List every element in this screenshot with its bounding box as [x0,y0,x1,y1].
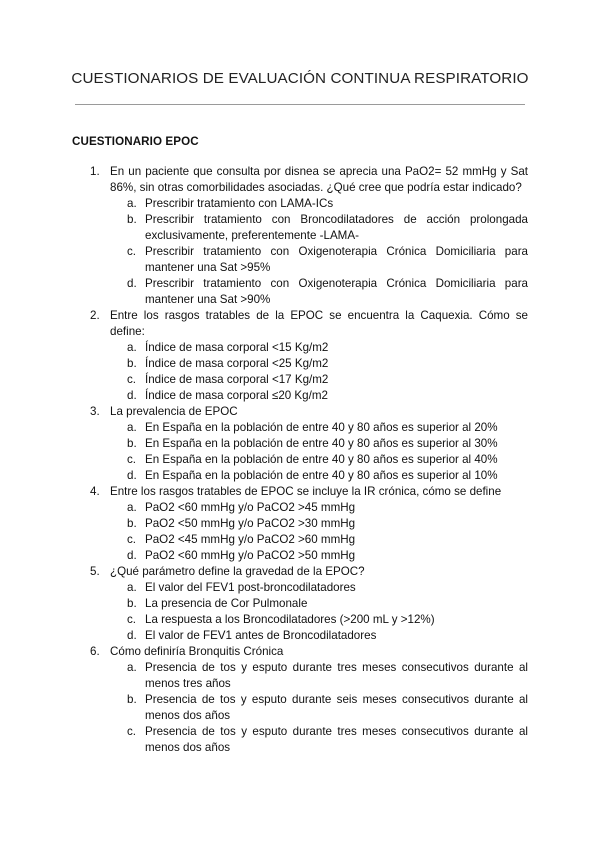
question-item [0,308,600,340]
option-letter: a. [127,197,137,210]
option-letter: b. [127,597,137,610]
answer-option [0,340,600,356]
option-letter: a. [127,421,137,434]
option-letter: d. [127,549,137,562]
option-letter: a. [127,581,137,594]
option-letter: c. [127,613,137,626]
option-text: Presencia de tos y esputo durante tres meses consecutivos durante al menos tres años [145,661,528,690]
question-item [0,164,600,196]
answer-option [0,580,600,596]
answer-option [0,372,600,388]
answer-option [0,436,600,452]
question-list [0,164,600,756]
answer-option [0,660,600,692]
answer-option [0,452,600,468]
option-text: PaO2 <60 mmHg y/o PaCO2 >50 mmHg [145,549,356,562]
option-letter: c. [127,373,137,386]
option-text: El valor del FEV1 post-broncodilatadores [145,581,356,594]
question-text: Entre los rasgos tratables de la EPOC se encuentra la Caquexia. Cómo se define: [110,309,528,338]
option-text: Índice de masa corporal ≤20 Kg/m2 [145,389,328,402]
question-number: 4. [90,485,100,498]
section-title: CUESTIONARIO EPOC [72,135,199,148]
question-text: La prevalencia de EPOC [110,405,238,418]
option-text: Prescribir tratamiento con Broncodilatadores de acción prolongada exclusivamente, preferentemente -LAMA- [145,213,528,242]
option-letter: a. [127,501,137,514]
option-letter: d. [127,469,137,482]
answer-option [0,196,600,212]
option-letter: b. [127,693,137,706]
answer-option [0,468,600,484]
answer-option [0,612,600,628]
option-text: PaO2 <60 mmHg y/o PaCO2 >45 mmHg [145,501,356,514]
question-number: 3. [90,405,100,418]
option-text: El valor de FEV1 antes de Broncodilatadores [145,629,377,642]
option-text: PaO2 <45 mmHg y/o PaCO2 >60 mmHg [145,533,356,546]
option-letter: c. [127,245,137,258]
answer-option [0,692,600,724]
option-text: Índice de masa corporal <17 Kg/m2 [145,373,329,386]
option-letter: d. [127,277,137,290]
answer-option [0,356,600,372]
option-text: La respuesta a los Broncodilatadores (>200 mL y >12%) [145,613,435,626]
option-letter: d. [127,389,137,402]
question-text: ¿Qué parámetro define la gravedad de la EPOC? [110,565,365,578]
answer-option [0,532,600,548]
option-letter: c. [127,453,137,466]
option-text: Índice de masa corporal <15 Kg/m2 [145,341,329,354]
option-text: En España en la población de entre 40 y 80 años es superior al 40% [145,453,498,466]
option-letter: c. [127,533,137,546]
option-letter: b. [127,357,137,370]
option-letter: b. [127,437,137,450]
option-text: Prescribir tratamiento con LAMA-ICs [145,197,334,210]
option-text: Prescribir tratamiento con Oxigenoterapia Crónica Domiciliaria para mantener una Sat >90% [145,277,528,306]
question-item [0,484,600,500]
option-letter: a. [127,661,137,674]
answer-option [0,516,600,532]
question-number: 1. [90,165,100,178]
option-text: Índice de masa corporal <25 Kg/m2 [145,357,329,370]
question-item [0,404,600,420]
answer-option [0,212,600,244]
option-text: En España en la población de entre 40 y 80 años es superior al 10% [145,469,498,482]
option-text: Prescribir tratamiento con Oxigenoterapia Crónica Domiciliaria para mantener una Sat >95% [145,245,528,274]
answer-option [0,724,600,756]
option-text: PaO2 <50 mmHg y/o PaCO2 >30 mmHg [145,517,356,530]
answer-option [0,388,600,404]
question-text: Cómo definiría Bronquitis Crónica [110,645,284,658]
option-letter: a. [127,341,137,354]
question-text: En un paciente que consulta por disnea se aprecia una PaO2= 52 mmHg y Sat 86%, sin otras comorbilidades asociadas. ¿Qué cree que podría estar indicado? [110,165,528,194]
answer-option [0,420,600,436]
document-title: CUESTIONARIOS DE EVALUACIÓN CONTINUA RESPIRATORIO [71,70,529,87]
answer-option [0,276,600,308]
question-item [0,564,600,580]
option-letter: b. [127,213,137,226]
question-text: Entre los rasgos tratables de EPOC se incluye la IR crónica, cómo se define [110,485,502,498]
title-divider [75,104,525,105]
question-item [0,644,600,660]
option-letter: b. [127,517,137,530]
option-text: En España en la población de entre 40 y 80 años es superior al 30% [145,437,498,450]
option-text: Presencia de tos y esputo durante seis meses consecutivos durante al menos dos años [145,693,528,722]
question-number: 5. [90,565,100,578]
answer-option [0,596,600,612]
option-letter: c. [127,725,137,738]
option-text: En España en la población de entre 40 y 80 años es superior al 20% [145,421,498,434]
answer-option [0,628,600,644]
option-letter: d. [127,629,137,642]
question-number: 6. [90,645,100,658]
option-text: Presencia de tos y esputo durante tres meses consecutivos durante al menos dos años [145,725,528,754]
question-number: 2. [90,309,100,322]
answer-option [0,244,600,276]
answer-option [0,548,600,564]
answer-option [0,500,600,516]
option-text: La presencia de Cor Pulmonale [145,597,308,610]
